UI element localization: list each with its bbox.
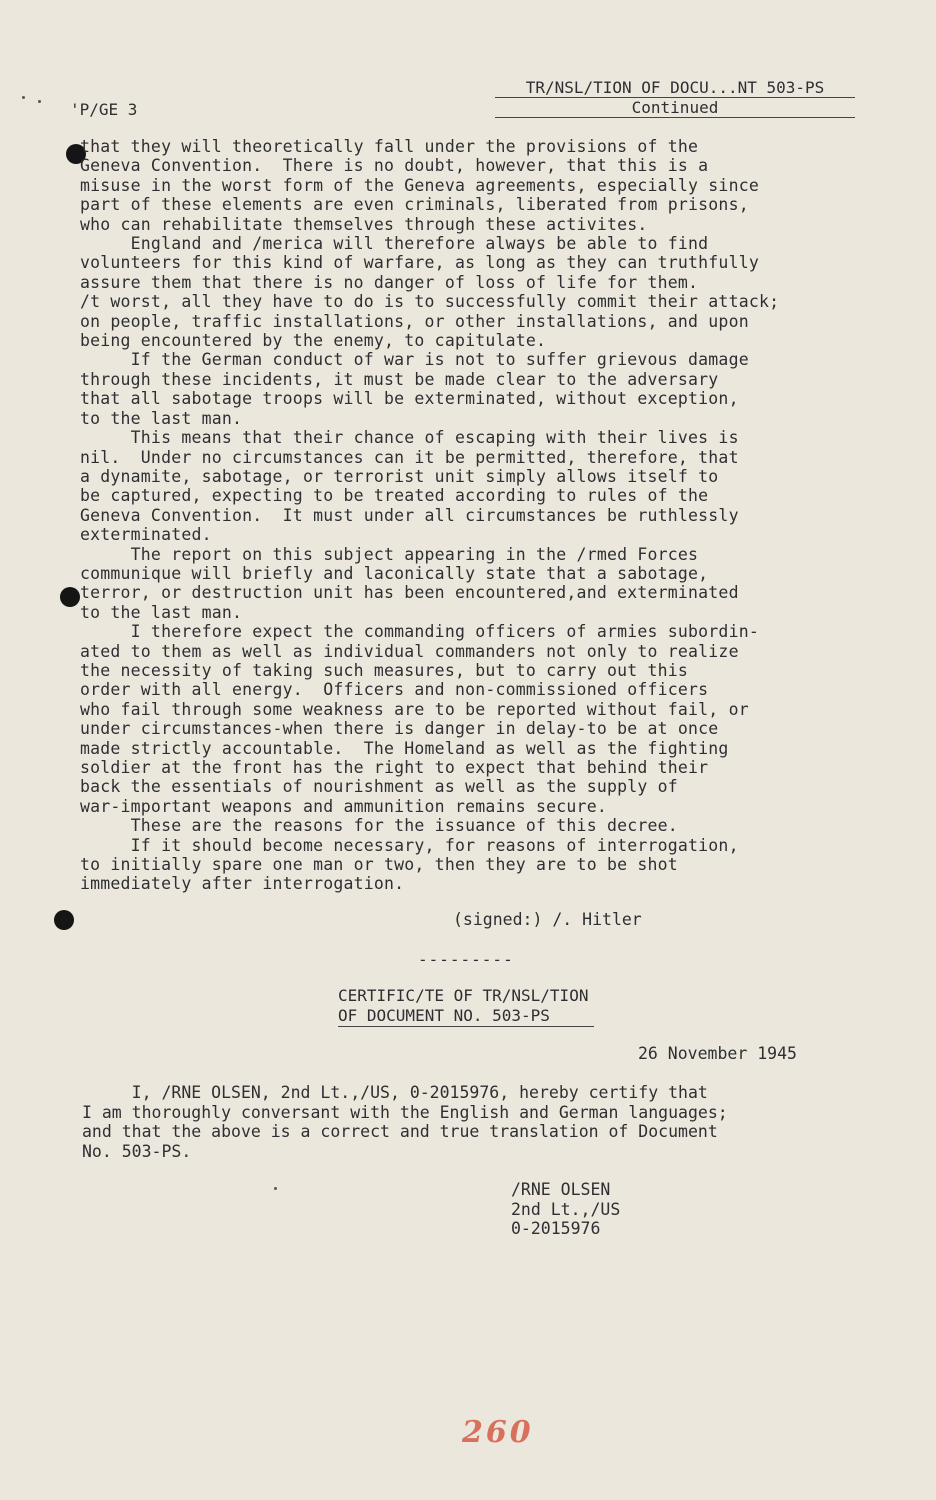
body-text-line: back the essentials of nourishment as well as the supply of — [80, 777, 678, 797]
signature-block-line: /RNE OLSEN — [511, 1180, 611, 1199]
page-number: 'P/GE 3 — [70, 100, 138, 119]
certificate-title-line2: OF DOCUMENT NO. 503-PS — [338, 1006, 594, 1027]
page-stamp-number: 260 — [462, 1415, 534, 1450]
body-text-line: under circumstances-when there is danger in delay-to be at once — [80, 719, 719, 739]
translator-signature-block — [511, 1180, 620, 1239]
certificate-text-line: I, /RNE OLSEN, 2nd Lt.,/US, 0-2015976, hereby certify that — [82, 1083, 708, 1102]
certificate-date: 26 November 1945 — [638, 1044, 797, 1063]
body-text-line: be captured, expecting to be treated according to rules of the — [80, 486, 709, 506]
signature-line: (signed:) /. Hitler — [453, 910, 642, 929]
body-text-line: If the German conduct of war is not to suffer grievous damage — [80, 350, 749, 370]
certificate-title-line1: CERTIFIC/TE OF TR/NSL/TION — [338, 986, 589, 1005]
section-divider: --------- — [418, 950, 514, 969]
body-text-line: assure them that there is no danger of loss of life for them. — [80, 272, 699, 292]
body-text-line: terror, or destruction unit has been encountered,and exterminated — [80, 583, 739, 603]
body-text-line: immediately after interrogation. — [80, 874, 405, 894]
document-title: TR/NSL/TION OF DOCU...NT 503-PS — [525, 78, 825, 97]
document-header — [495, 78, 855, 118]
body-text-line: part of these elements are even criminals, liberated from prisons, — [80, 195, 749, 215]
body-text-line: soldier at the front has the right to expect that behind their — [80, 758, 709, 777]
body-text-line: misuse in the worst form of the Geneva agreements, especially since — [80, 175, 759, 195]
body-text-line: on people, traffic installations, or other installations, and upon — [80, 311, 749, 331]
body-text-line: These are the reasons for the issuance of this decree. — [80, 816, 678, 836]
speck — [38, 100, 41, 103]
body-text-line: exterminated. — [80, 525, 212, 545]
body-text-line: Geneva Convention. It must under all circumstances be ruthlessly — [80, 505, 739, 525]
body-text-line: that they will theoretically fall under the provisions of the — [80, 137, 699, 156]
body-text-line: If it should become necessary, for reasons of interrogation, — [80, 835, 739, 855]
signature-block-line: 0-2015976 — [511, 1219, 601, 1238]
certificate-title — [338, 986, 594, 1027]
certificate-body — [82, 1083, 872, 1161]
body-text-line: This means that their chance of escaping with their lives is — [80, 428, 739, 448]
body-text-line: the necessity of taking such measures, but to carry out this — [80, 660, 689, 680]
body-text-line: being encountered by the enemy, to capitulate. — [80, 331, 547, 351]
body-text-line: through these incidents, it must be made clear to the adversary — [80, 369, 719, 389]
speck — [22, 96, 25, 99]
speck — [274, 1187, 277, 1190]
body-text-line: order with all energy. Officers and non-commissioned officers — [80, 680, 709, 700]
body-text-line: made strictly accountable. The Homeland as well as the fighting — [80, 738, 729, 758]
body-text-line: The report on this subject appearing in the /rmed Forces — [80, 544, 699, 564]
body-text-line: nil. Under no circumstances can it be permitted, therefore, that — [80, 447, 739, 467]
punch-hole-middle — [60, 587, 80, 607]
punch-hole-bottom — [54, 910, 74, 930]
body-text-line: to the last man. — [80, 408, 243, 428]
body-text-line: to the last man. — [80, 602, 243, 622]
body-text-line: ated to them as well as individual commanders not only to realize — [80, 641, 739, 661]
body-text-line: war-important weapons and ammunition remains secure. — [80, 796, 607, 816]
certificate-text-line: I am thoroughly conversant with the English and German languages; — [82, 1102, 728, 1122]
body-text-line: communique will briefly and laconically state that a sabotage, — [80, 563, 709, 583]
signature-block-line: 2nd Lt.,/US — [511, 1199, 621, 1219]
translation-body — [80, 137, 870, 894]
body-text-line: /t worst, all they have to do is to successfully commit their attack; — [80, 292, 780, 312]
body-text-line: volunteers for this kind of warfare, as long as they can truthfully — [80, 253, 759, 273]
body-text-line: Geneva Convention. There is no doubt, however, that this is a — [80, 156, 709, 176]
body-text-line: who can rehabilitate themselves through these activites. — [80, 214, 648, 234]
body-text-line: who fail through some weakness are to be reported without fail, or — [80, 699, 749, 719]
body-text-line: England and /merica will therefore always be able to find — [80, 234, 709, 254]
body-text-line: to initially spare one man or two, then they are to be shot — [80, 855, 678, 875]
certificate-text-line: and that the above is a correct and true translation of Document — [82, 1122, 718, 1141]
certificate-text-line: No. 503-PS. — [82, 1141, 192, 1161]
continued-label: Continued — [631, 98, 719, 117]
body-text-line: I therefore expect the commanding officers of armies subordin- — [80, 622, 759, 642]
body-text-line: that all sabotage troops will be exterminated, without exception, — [80, 389, 739, 409]
body-text-line: a dynamite, sabotage, or terrorist unit simply allows itself to — [80, 466, 719, 486]
